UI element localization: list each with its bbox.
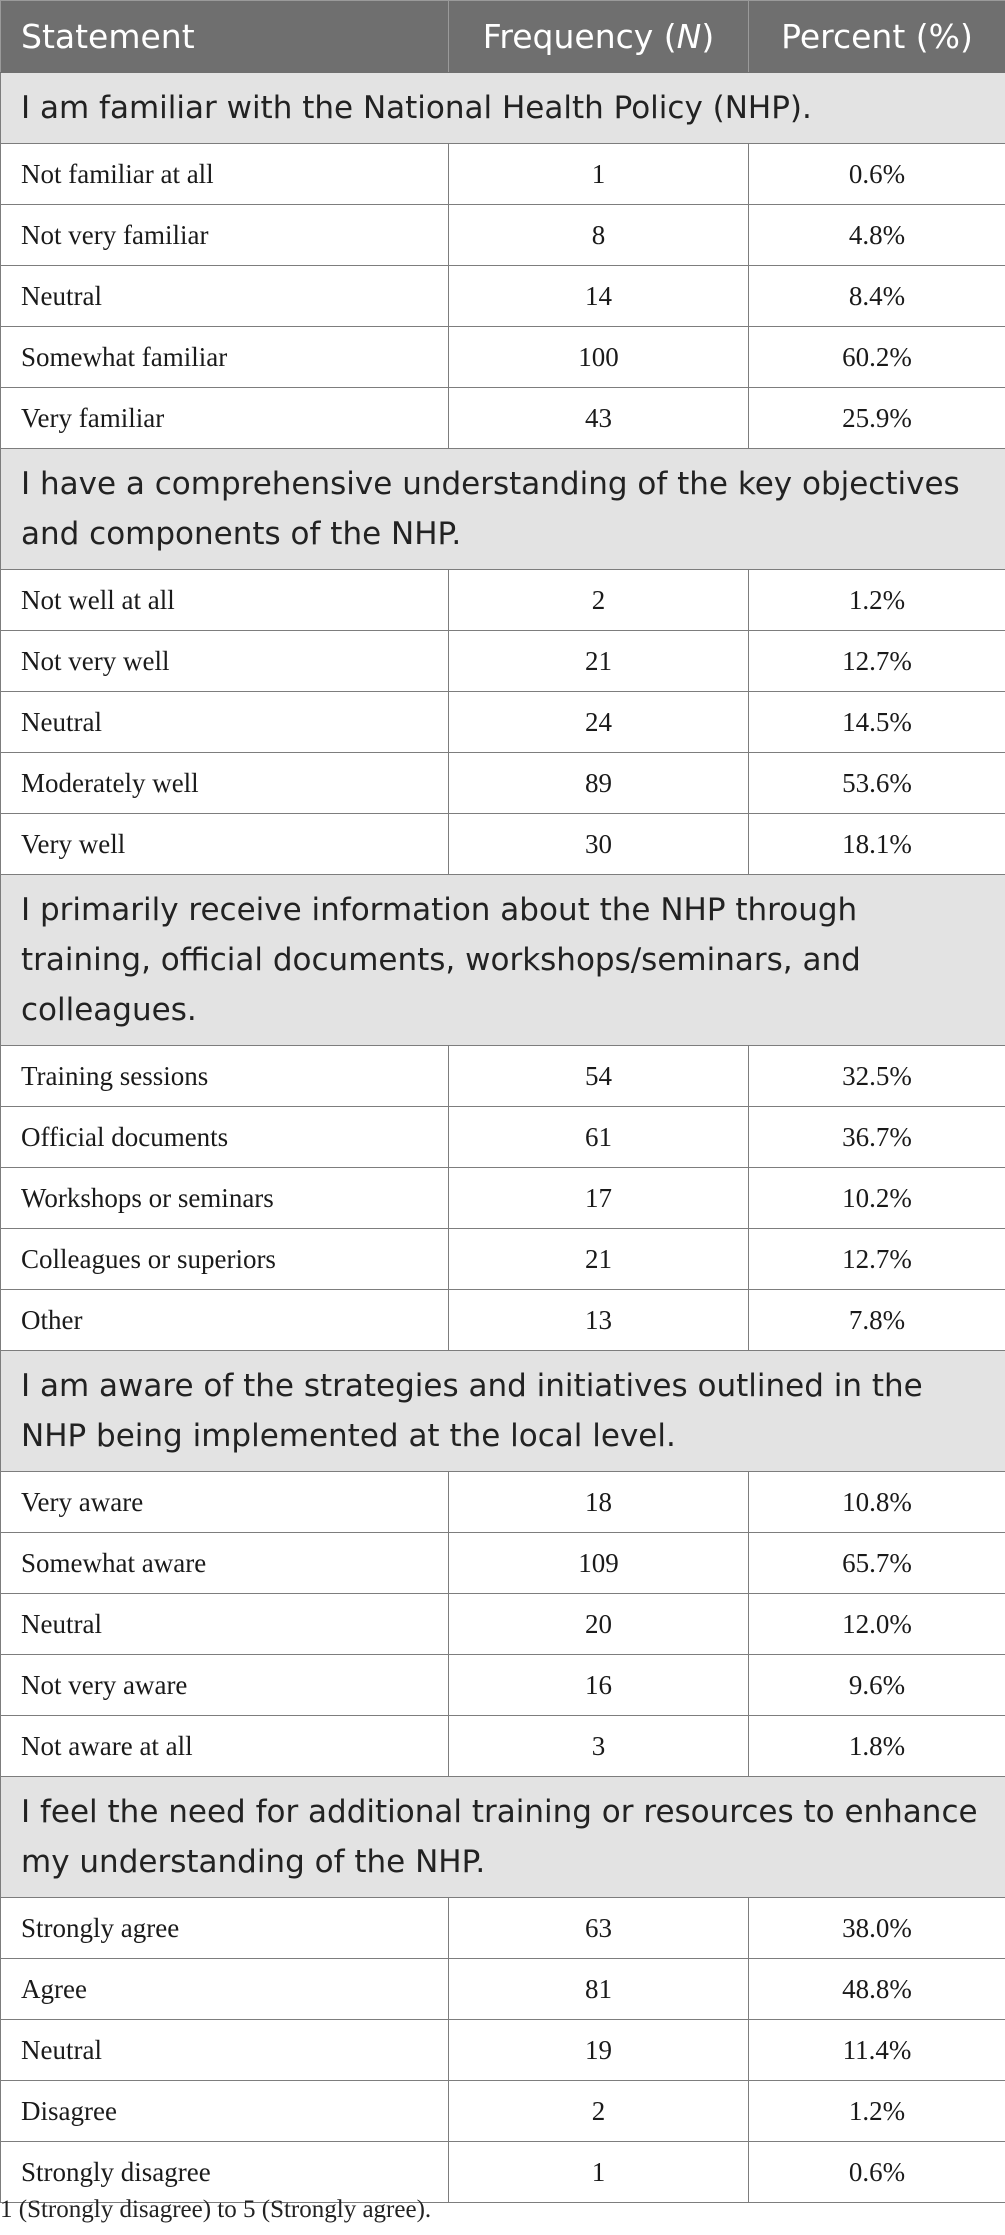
response-label: Not very well bbox=[1, 631, 449, 692]
frequency-value: 109 bbox=[449, 1533, 749, 1594]
percent-value: 1.2% bbox=[749, 2081, 1005, 2142]
frequency-value: 18 bbox=[449, 1472, 749, 1533]
frequency-value: 43 bbox=[449, 388, 749, 449]
table-row bbox=[1, 1959, 1005, 2020]
header-row bbox=[1, 1, 1005, 73]
frequency-value: 21 bbox=[449, 1229, 749, 1290]
response-label: Disagree bbox=[1, 2081, 449, 2142]
response-label: Colleagues or superiors bbox=[1, 1229, 449, 1290]
table-row bbox=[1, 1229, 1005, 1290]
section-row bbox=[1, 875, 1005, 1046]
table-body bbox=[1, 73, 1005, 2203]
statement-column-header: Statement bbox=[1, 1, 449, 73]
percent-value: 12.7% bbox=[749, 1229, 1005, 1290]
table-row bbox=[1, 1594, 1005, 1655]
frequency-value: 2 bbox=[449, 570, 749, 631]
percent-value: 60.2% bbox=[749, 327, 1005, 388]
frequency-value: 30 bbox=[449, 814, 749, 875]
response-label: Neutral bbox=[1, 692, 449, 753]
response-label: Very familiar bbox=[1, 388, 449, 449]
section-statement: I am aware of the strategies and initiatives outlined in the NHP being implemented at the local level. bbox=[1, 1351, 1005, 1472]
frequency-header-prefix: Frequency ( bbox=[482, 17, 677, 56]
response-label: Training sessions bbox=[1, 1046, 449, 1107]
table-row bbox=[1, 1898, 1005, 1959]
response-label: Somewhat familiar bbox=[1, 327, 449, 388]
section-row bbox=[1, 1777, 1005, 1898]
frequency-value: 17 bbox=[449, 1168, 749, 1229]
frequency-value: 100 bbox=[449, 327, 749, 388]
section-statement: I have a comprehensive understanding of the key objectives and components of the NHP. bbox=[1, 449, 1005, 570]
table-row bbox=[1, 2142, 1005, 2203]
percent-value: 25.9% bbox=[749, 388, 1005, 449]
percent-value: 53.6% bbox=[749, 753, 1005, 814]
frequency-value: 81 bbox=[449, 1959, 749, 2020]
frequency-value: 3 bbox=[449, 1716, 749, 1777]
table-row bbox=[1, 631, 1005, 692]
frequency-value: 14 bbox=[449, 266, 749, 327]
response-label: Strongly agree bbox=[1, 1898, 449, 1959]
section-row bbox=[1, 73, 1005, 144]
frequency-value: 1 bbox=[449, 144, 749, 205]
frequency-value: 21 bbox=[449, 631, 749, 692]
response-label: Strongly disagree bbox=[1, 2142, 449, 2203]
table-row bbox=[1, 570, 1005, 631]
percent-value: 7.8% bbox=[749, 1290, 1005, 1351]
percent-value: 10.8% bbox=[749, 1472, 1005, 1533]
table-header bbox=[1, 1, 1005, 73]
response-label: Neutral bbox=[1, 2020, 449, 2081]
percent-value: 4.8% bbox=[749, 205, 1005, 266]
frequency-value: 13 bbox=[449, 1290, 749, 1351]
percent-value: 12.0% bbox=[749, 1594, 1005, 1655]
response-label: Neutral bbox=[1, 266, 449, 327]
percent-value: 0.6% bbox=[749, 2142, 1005, 2203]
percent-value: 10.2% bbox=[749, 1168, 1005, 1229]
table-row bbox=[1, 692, 1005, 753]
response-label: Neutral bbox=[1, 1594, 449, 1655]
response-label: Workshops or seminars bbox=[1, 1168, 449, 1229]
table-row bbox=[1, 388, 1005, 449]
section-row bbox=[1, 1351, 1005, 1472]
percent-value: 1.2% bbox=[749, 570, 1005, 631]
table-row bbox=[1, 1472, 1005, 1533]
table-row bbox=[1, 1107, 1005, 1168]
table-row bbox=[1, 1716, 1005, 1777]
percent-value: 8.4% bbox=[749, 266, 1005, 327]
frequency-header-n: N bbox=[676, 17, 702, 56]
frequency-value: 1 bbox=[449, 2142, 749, 2203]
section-statement: I primarily receive information about the NHP through training, official documents, workshops/seminars, and colleagues. bbox=[1, 875, 1005, 1046]
percent-value: 11.4% bbox=[749, 2020, 1005, 2081]
percent-value: 0.6% bbox=[749, 144, 1005, 205]
percent-value: 36.7% bbox=[749, 1107, 1005, 1168]
response-label: Agree bbox=[1, 1959, 449, 2020]
response-label: Very aware bbox=[1, 1472, 449, 1533]
table-row bbox=[1, 814, 1005, 875]
table-row bbox=[1, 753, 1005, 814]
response-label: Not very aware bbox=[1, 1655, 449, 1716]
frequency-value: 24 bbox=[449, 692, 749, 753]
response-label: Moderately well bbox=[1, 753, 449, 814]
table-row bbox=[1, 327, 1005, 388]
table-row bbox=[1, 144, 1005, 205]
percent-value: 32.5% bbox=[749, 1046, 1005, 1107]
table-row bbox=[1, 2020, 1005, 2081]
table-row bbox=[1, 205, 1005, 266]
percent-value: 14.5% bbox=[749, 692, 1005, 753]
frequency-value: 2 bbox=[449, 2081, 749, 2142]
table-row bbox=[1, 1290, 1005, 1351]
response-label: Somewhat aware bbox=[1, 1533, 449, 1594]
frequency-value: 54 bbox=[449, 1046, 749, 1107]
response-label: Official documents bbox=[1, 1107, 449, 1168]
response-label: Not very familiar bbox=[1, 205, 449, 266]
response-label: Very well bbox=[1, 814, 449, 875]
section-statement: I feel the need for additional training or resources to enhance my understanding of the NHP. bbox=[1, 1777, 1005, 1898]
percent-value: 65.7% bbox=[749, 1533, 1005, 1594]
percent-value: 1.8% bbox=[749, 1716, 1005, 1777]
percent-value: 12.7% bbox=[749, 631, 1005, 692]
section-row bbox=[1, 449, 1005, 570]
percent-value: 18.1% bbox=[749, 814, 1005, 875]
frequency-value: 19 bbox=[449, 2020, 749, 2081]
table-row bbox=[1, 266, 1005, 327]
frequency-value: 63 bbox=[449, 1898, 749, 1959]
table-row bbox=[1, 1533, 1005, 1594]
percent-value: 48.8% bbox=[749, 1959, 1005, 2020]
percent-value: 9.6% bbox=[749, 1655, 1005, 1716]
frequency-value: 61 bbox=[449, 1107, 749, 1168]
frequency-column-header bbox=[449, 1, 749, 73]
table-row bbox=[1, 1655, 1005, 1716]
table-footnote: 1 (Strongly disagree) to 5 (Strongly agree). bbox=[0, 2196, 432, 2223]
response-label: Not well at all bbox=[1, 570, 449, 631]
table-row bbox=[1, 1168, 1005, 1229]
frequency-value: 8 bbox=[449, 205, 749, 266]
percent-column-header: Percent (%) bbox=[749, 1, 1005, 73]
table-row bbox=[1, 1046, 1005, 1107]
response-label: Not aware at all bbox=[1, 1716, 449, 1777]
frequency-value: 89 bbox=[449, 753, 749, 814]
response-label: Other bbox=[1, 1290, 449, 1351]
frequency-header-suffix: ) bbox=[701, 17, 715, 56]
section-statement: I am familiar with the National Health Policy (NHP). bbox=[1, 73, 1005, 144]
response-label: Not familiar at all bbox=[1, 144, 449, 205]
frequency-value: 20 bbox=[449, 1594, 749, 1655]
frequency-value: 16 bbox=[449, 1655, 749, 1716]
percent-value: 38.0% bbox=[749, 1898, 1005, 1959]
table-row bbox=[1, 2081, 1005, 2142]
